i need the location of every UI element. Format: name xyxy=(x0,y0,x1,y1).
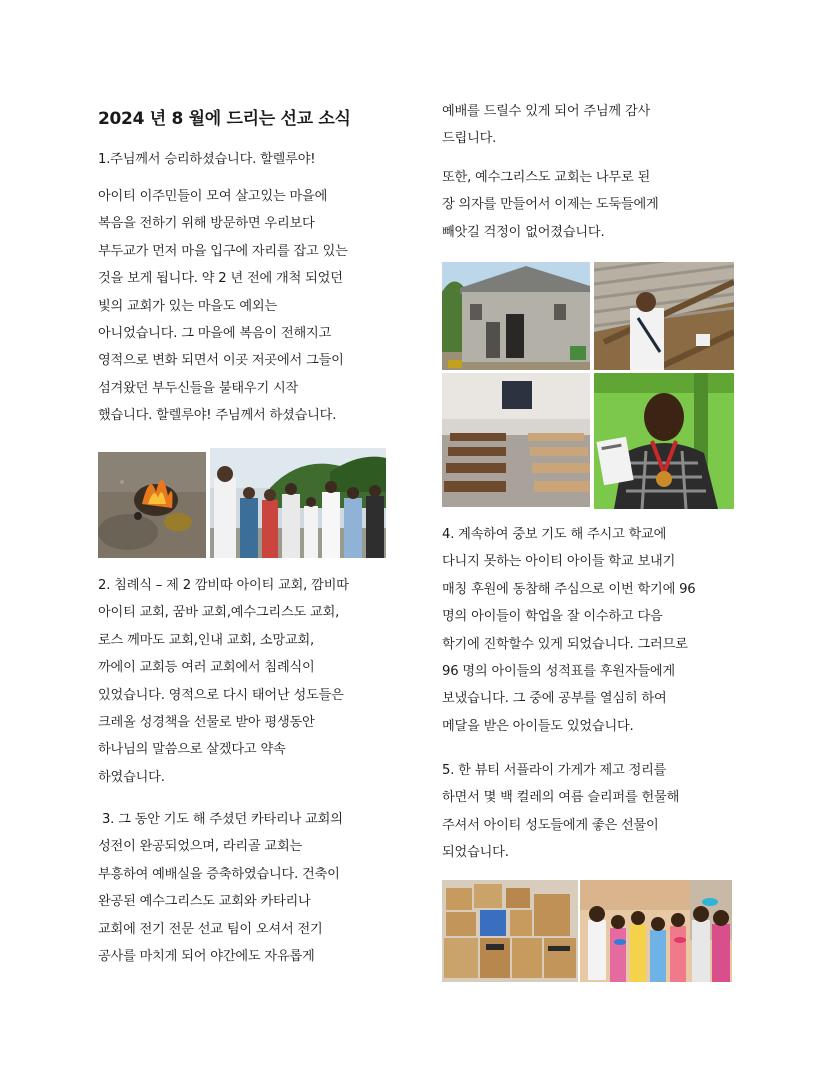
text-line: 96 명의 아이들의 성적표를 후원자들에게 xyxy=(442,663,675,679)
slipper-boxes-photo xyxy=(442,880,578,982)
text-line: 빛의 교회가 있는 마을도 예외는 xyxy=(98,298,277,314)
text-line: 하면서 몇 백 컬레의 여름 슬리퍼를 헌물해 xyxy=(442,790,680,806)
text-line: 예배를 드릴수 있게 되어 주님께 감사 xyxy=(442,104,651,119)
text-line: 1.주님께서 승리하셨습니다. 할렐루야! xyxy=(98,152,316,167)
section-1-heading xyxy=(98,146,315,173)
text-line: 매칭 후원에 동참해 주심으로 이번 학기에 96 xyxy=(442,581,696,597)
text-line: 아이티 교회, 꿈바 교회,예수그리스도 교회, xyxy=(98,605,340,621)
text-line: 학기에 진학할수 있게 되었습니다. 그러므로 xyxy=(442,636,688,652)
text-line: 보냈습니다. 그 중에 공부를 열심히 하여 xyxy=(442,691,667,707)
text-line: 교회에 전기 전문 선교 팀이 오셔서 전기 xyxy=(98,921,323,937)
text-line: 성전이 완공되었으며, 라리골 교회는 xyxy=(98,839,303,855)
text-line: 다니지 못하는 아이티 아이들 학교 보내기 xyxy=(442,554,676,570)
text-line: 장 의자를 만들어서 이제는 도둑들에게 xyxy=(442,197,659,213)
text-line: 공사를 마치게 되어 야간에도 자유롭게 xyxy=(98,948,315,964)
church-building-photo xyxy=(442,262,590,370)
burning-idol-photo xyxy=(98,452,206,558)
text-line: 4. 계속하여 중보 기도 해 주시고 학교에 xyxy=(442,527,667,542)
text-line: 하였습니다. xyxy=(98,769,165,785)
electrical-work-photo xyxy=(594,262,734,370)
newsletter-title: 2024 년 8 월에 드리는 선교 소식 xyxy=(98,109,351,129)
text-line: 것을 보게 됩니다. 약 2 년 전에 개척 되었던 xyxy=(98,271,343,287)
text-line: 있었습니다. 영적으로 다시 태어난 성도들은 xyxy=(98,687,344,703)
text-line: 메달을 받은 아이들도 있었습니다. xyxy=(442,718,634,734)
text-line: 부두교가 먼저 마을 입구에 자리를 잡고 있는 xyxy=(98,243,348,259)
group-photo xyxy=(210,448,386,558)
text-line: 했습니다. 할렐루야! 주님께서 하셨습니다. xyxy=(98,408,337,424)
text-line: 되었습니다. xyxy=(442,845,509,861)
text-line: 3. 그 동안 기도 해 주셨던 카타리나 교회의 xyxy=(98,812,343,827)
section-3-continued xyxy=(442,98,650,153)
text-line: 또한, 예수그리스도 교회는 나무로 된 xyxy=(442,170,651,185)
text-line: 아이티 이주민들이 모여 살고있는 마을에 xyxy=(98,189,328,204)
section-2-body xyxy=(98,572,349,791)
text-line: 완공된 예수그리스도 교회와 카타리나 xyxy=(98,894,311,910)
text-line: 명의 아이들이 학업을 잘 이수하고 다음 xyxy=(442,609,663,625)
text-line: 하나님의 말씀으로 살겠다고 약속 xyxy=(98,742,286,758)
text-line: 드립니다. xyxy=(442,131,497,147)
text-line: 빼앗길 걱정이 없어졌습니다. xyxy=(442,224,605,240)
section-3-extra xyxy=(442,164,659,246)
section-3-body xyxy=(98,806,343,970)
text-line: 2. 침례식 – 제 2 깜비따 아이티 교회, 깜비따 xyxy=(98,578,349,593)
text-line: 주셔서 아이티 성도들에게 좋은 선물이 xyxy=(442,817,659,833)
section-1-body xyxy=(98,183,348,430)
text-line: 까에이 교회등 여러 교회에서 침례식이 xyxy=(98,660,315,676)
text-line: 아니었습니다. 그 마을에 복음이 전해지고 xyxy=(98,325,332,341)
section-5-body xyxy=(442,757,679,867)
text-line: 섬겨왔던 부두신들을 불태우기 시작 xyxy=(98,380,299,396)
section-4-body xyxy=(442,521,696,740)
text-line: 크레올 성경책을 선물로 받아 평생동안 xyxy=(98,714,315,730)
text-line: 로스 께마도 교회,인내 교회, 소망교회, xyxy=(98,632,315,648)
student-medal-photo xyxy=(594,373,734,509)
text-line: 복음을 전하기 위해 방문하면 우리보다 xyxy=(98,216,315,232)
text-line: 영적으로 변화 되면서 이곳 저곳에서 그들이 xyxy=(98,353,344,369)
wooden-pews-photo xyxy=(442,373,590,507)
children-with-slippers-photo xyxy=(580,880,732,982)
text-line: 5. 한 뷰티 서플라이 가게가 제고 정리를 xyxy=(442,763,667,778)
text-line: 부흥하여 예배실을 증축하였습니다. 건축이 xyxy=(98,866,340,882)
